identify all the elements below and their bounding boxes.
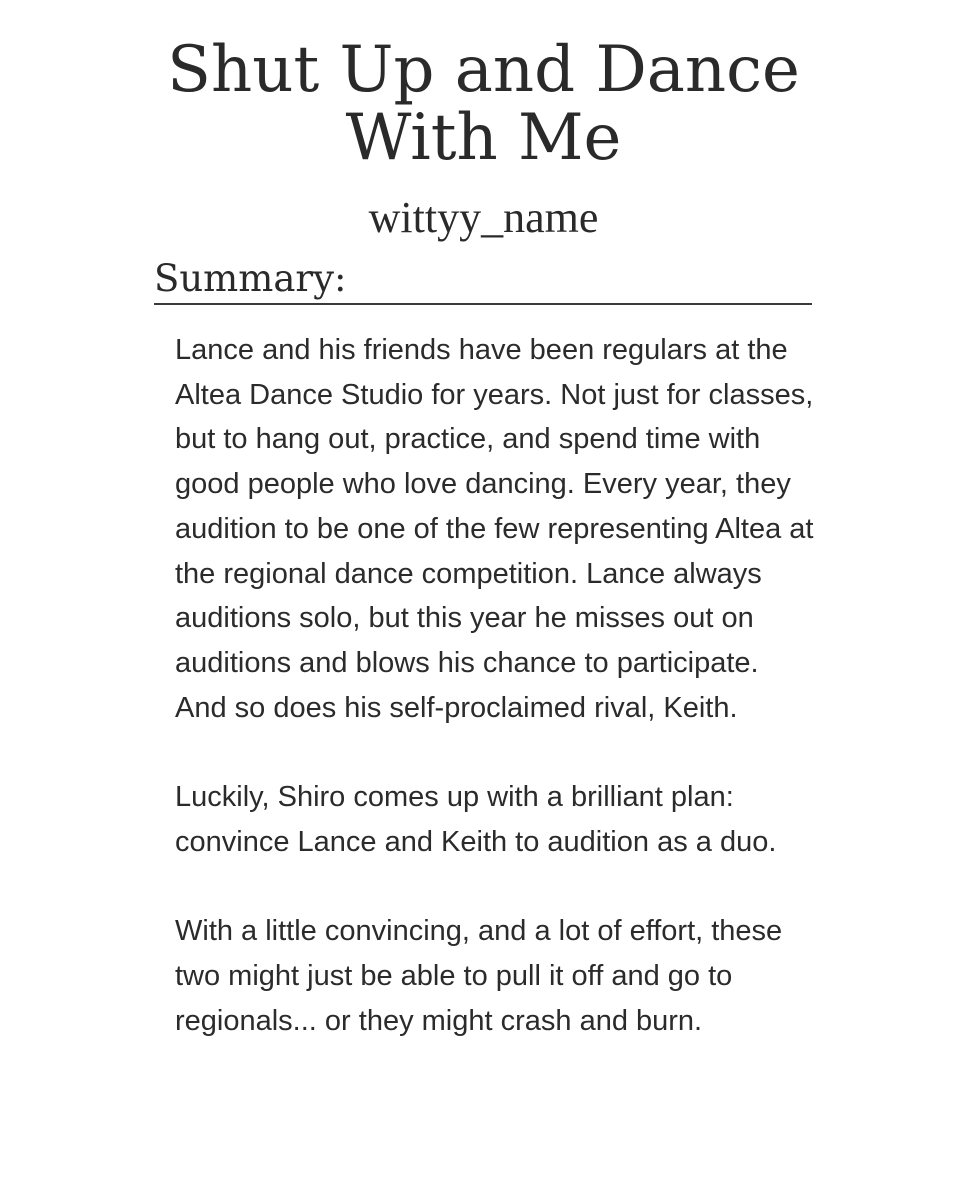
summary-heading: Summary: — [154, 256, 812, 305]
work-title-line-1: Shut Up and Dance — [167, 33, 800, 107]
summary-paragraph-1: Lance and his friends have been regulars at the Altea Dance Studio for years. Not just for classes, but to hang out, practice, and spend time with good people who love dancing. Every year, they audition to be one of the few representing Altea at the regional dance competition. Lance always auditions solo, but this year he misses out on auditions and blows his chance to participate. And so does his self-proclaimed rival, Keith. — [175, 334, 814, 724]
author-name: wittyy_name — [368, 193, 599, 242]
summary-paragraph-3: With a little convincing, and a lot of effort, these two might just be able to pull it off and go to regionals... or they might crash and burn. — [175, 915, 783, 1037]
work-title-line-2: With Me — [345, 101, 622, 175]
work-title — [0, 33, 967, 175]
summary-paragraph-2: Luckily, Shiro comes up with a brilliant plan: convince Lance and Keith to audition as a duo. — [175, 781, 777, 858]
summary-text — [175, 328, 815, 1088]
